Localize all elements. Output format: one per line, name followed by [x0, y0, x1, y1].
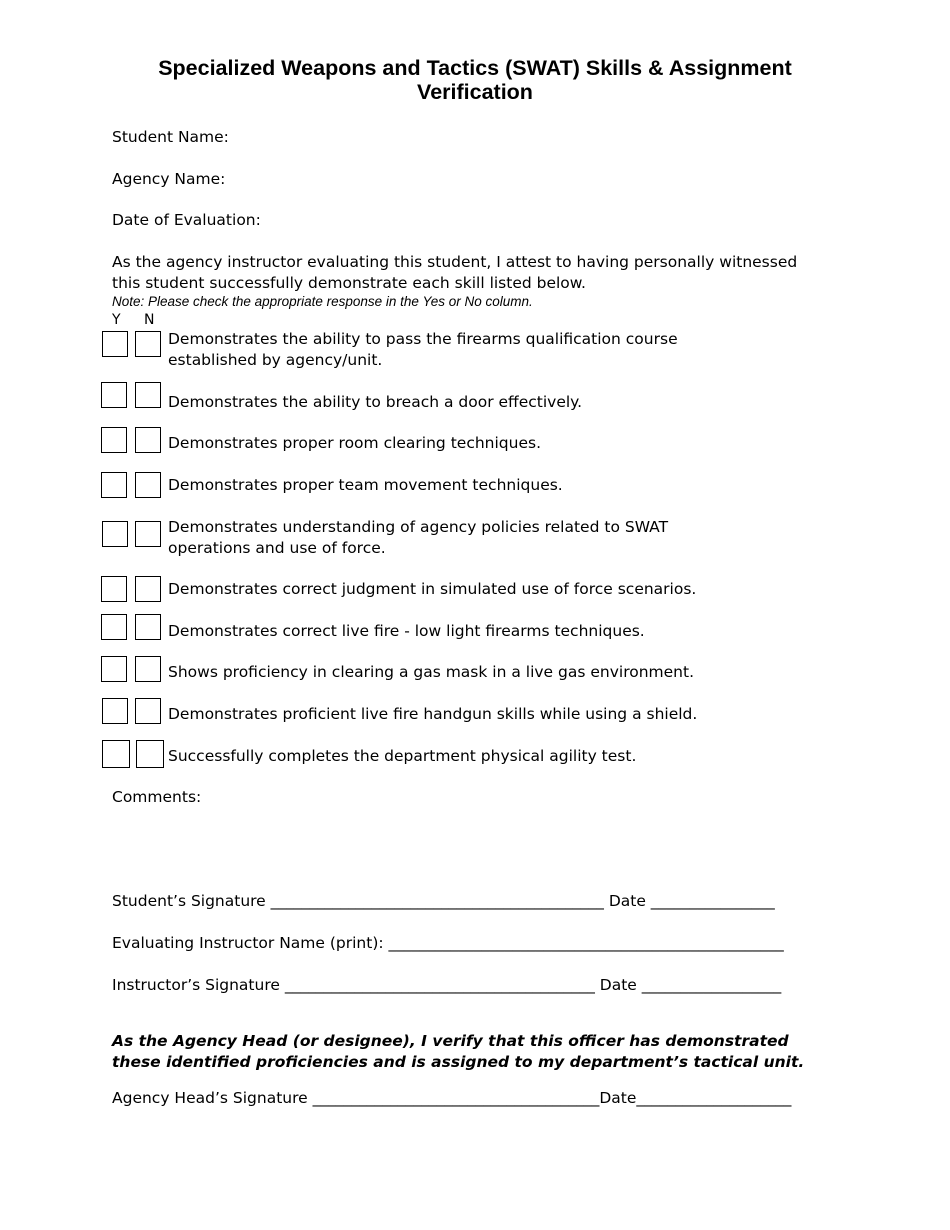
agency-name-label: Agency Name: — [112, 170, 226, 188]
yes-checkbox[interactable] — [102, 331, 128, 357]
skill-label: Demonstrates proper team movement techniques. — [168, 476, 563, 494]
yes-checkbox[interactable] — [102, 698, 128, 724]
yes-checkbox[interactable] — [101, 472, 127, 498]
agency-head-statement: As the Agency Head (or designee), I verify that this officer has demonstrated these identified proficiencies and is assigned to my department’s tactical unit. — [112, 1032, 805, 1071]
no-checkbox[interactable] — [135, 656, 161, 682]
skill-label: Demonstrates understanding of agency policies related to SWAT operations and use of force. — [168, 518, 669, 557]
no-checkbox[interactable] — [135, 472, 161, 498]
no-column-header: N — [144, 312, 155, 328]
no-checkbox[interactable] — [135, 521, 161, 547]
instructor-name-line: Evaluating Instructor Name (print): ___________________________________________________ — [112, 934, 784, 952]
no-checkbox[interactable] — [135, 614, 161, 640]
skill-label: Demonstrates proper room clearing techniques. — [168, 434, 541, 452]
yes-checkbox[interactable] — [101, 656, 127, 682]
student-name-label: Student Name: — [112, 128, 229, 146]
skill-label: Demonstrates correct judgment in simulated use of force scenarios. — [168, 580, 697, 598]
skill-label: Demonstrates the ability to pass the firearms qualification course established by agency/unit. — [168, 330, 678, 369]
comments-label: Comments: — [112, 788, 202, 806]
no-checkbox[interactable] — [135, 698, 161, 724]
no-checkbox[interactable] — [136, 740, 164, 768]
attestation-text: As the agency instructor evaluating this student, I attest to having personally witnessed this student successfully demonstrate each skill listed below. — [112, 253, 798, 292]
yes-checkbox[interactable] — [102, 521, 128, 547]
skill-label: Demonstrates correct live fire - low light firearms techniques. — [168, 622, 645, 640]
skill-label: Successfully completes the department physical agility test. — [168, 747, 637, 765]
no-checkbox[interactable] — [135, 427, 161, 453]
yes-column-header: Y — [112, 312, 121, 328]
instruction-note: Note: Please check the appropriate response in the Yes or No column. — [112, 294, 533, 309]
yes-checkbox[interactable] — [101, 614, 127, 640]
skill-label: Demonstrates proficient live fire handgun skills while using a shield. — [168, 705, 698, 723]
skill-label: Demonstrates the ability to breach a door effectively. — [168, 393, 583, 411]
yes-checkbox[interactable] — [101, 427, 127, 453]
instructor-signature-line: Instructor’s Signature ________________________________________ Date __________________ — [112, 976, 782, 994]
yes-checkbox[interactable] — [102, 740, 130, 768]
yes-checkbox[interactable] — [101, 576, 127, 602]
agency-head-signature-line: Agency Head’s Signature _____________________________________Date____________________ — [112, 1089, 792, 1107]
skill-label: Shows proficiency in clearing a gas mask in a live gas environment. — [168, 663, 694, 681]
form-title: Specialized Weapons and Tactics (SWAT) Skills & Assignment Verification — [158, 56, 792, 104]
date-of-evaluation-label: Date of Evaluation: — [112, 211, 261, 229]
student-signature-line: Student’s Signature ___________________________________________ Date ________________ — [112, 892, 775, 910]
yes-checkbox[interactable] — [101, 382, 127, 408]
no-checkbox[interactable] — [135, 331, 161, 357]
no-checkbox[interactable] — [135, 576, 161, 602]
no-checkbox[interactable] — [135, 382, 161, 408]
